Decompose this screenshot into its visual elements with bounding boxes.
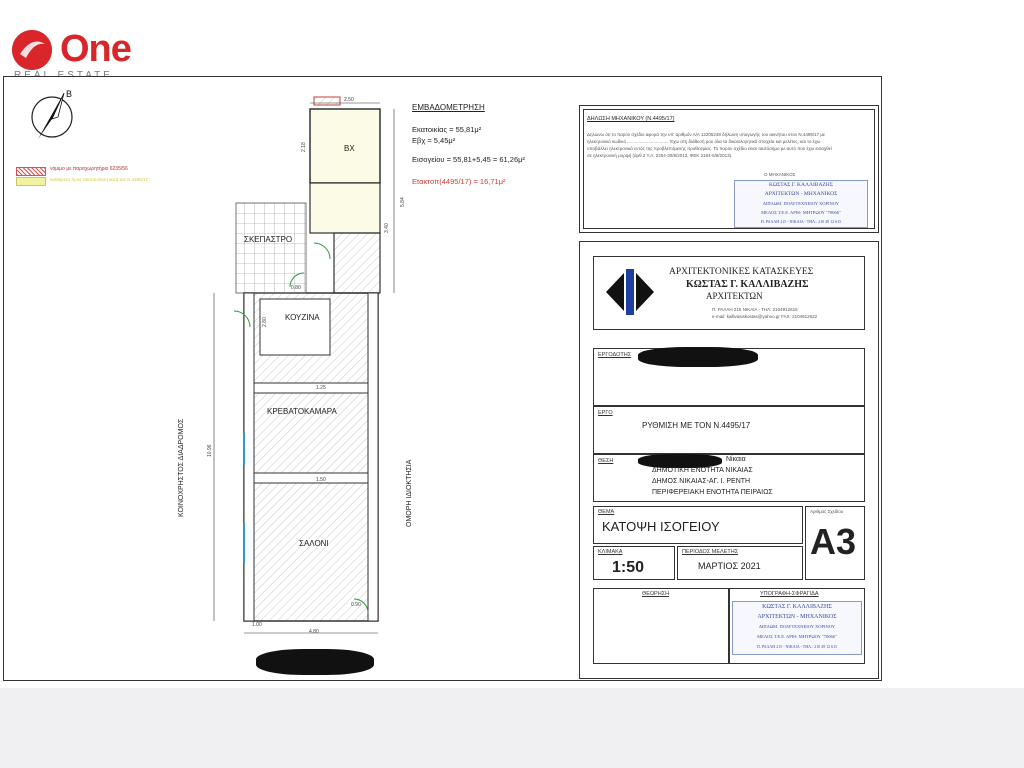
- sheet-number-label: Αριθμός Σχεδίου: [810, 509, 844, 514]
- stamp-b-line-4: ΜΕΛΟΣ Τ.Ε.Ε. ΑΡΙΘ. ΜΗΤΡΩΟΥ "70066": [757, 634, 837, 639]
- stamp-line-3: ΔΙΠΛΩΜ. ΠΟΛΥΤΕΧΝΕΙΟΥ ΧΟΡΙΝΟΥ: [762, 201, 840, 206]
- declaration-line-3: υποβάλλει ηλεκτρονικά εντός της προβλεπόμενης προθεσμίας. Το παρόν σχέδιο είναι ταυτόσημο με αυτό που έχω εισαχθεί: [587, 146, 832, 151]
- stamp-b-line-3: ΔΙΠΛΩΜ. ΠΟΛΥΤΕΧΝΕΙΟΥ ΧΟΡΙΝΟΥ: [758, 624, 836, 629]
- north-arrow-icon: [24, 87, 80, 143]
- legend-item-legal: νόμιμο με παραχωρητήριο 6235/56: [50, 166, 128, 172]
- room-label-bx: ΒΧ: [344, 144, 355, 153]
- scale-label: ΚΛΙΜΑΚΑ: [598, 549, 623, 555]
- period-label: ΠΕΡΙΟΔΟΣ ΜΕΛΕΤΗΣ: [682, 549, 739, 555]
- signature-label: ΥΠΟΓΡΑΦΗ-ΣΦΡΑΓΙΔΑ: [760, 591, 819, 597]
- firm-address: Π. ΡΑΛΛΗ 215 ΝΙΚΑΙΑ - ΤΗΛ: 2104912615: [712, 307, 798, 312]
- area-table: [412, 103, 582, 193]
- declaration-line-1: Δηλώνω ότι το παρόν σχέδιο αφορά την υπ' αριθμόν Α/Α 12205248 δήλωση υπαγωγής του ακινήτου στον Ν.4495/17 με: [587, 132, 826, 137]
- signature-field: [729, 588, 865, 664]
- dim-125: 1.25: [316, 385, 326, 391]
- viewer-background-strip: [0, 688, 1024, 768]
- stamp-b-line-2: ΑΡΧΙΤΕΚΤΩΝ - ΜΗΧΑΝΙΚΟΣ: [757, 614, 837, 620]
- approval-field: [593, 588, 729, 664]
- project-field: [593, 406, 865, 454]
- firm-logo-icon: [606, 269, 662, 315]
- project-label: ΕΡΓΟ: [598, 410, 613, 416]
- dim-584: 5.84: [400, 197, 406, 207]
- firm-person: ΚΩΣΤΑΣ Γ. ΚΑΛΛΙΒΑΖΗΣ: [686, 279, 809, 290]
- location-line-1: Νίκαια: [726, 456, 746, 463]
- dim-150: 1.50: [316, 477, 326, 483]
- area-line-4: Εtακτοπ(4495/17) = 16,71μ²: [412, 177, 506, 186]
- dim-1096: 10.96: [207, 444, 213, 457]
- subject-field: [593, 506, 803, 544]
- client-field: [593, 348, 865, 406]
- dim-090: 0.90: [351, 602, 361, 608]
- firm-email: e-mail: kallivasiskostas@yahoo.gr FAX: 2104912622: [712, 314, 818, 319]
- floor-plan: [194, 93, 434, 653]
- room-label-kitchen: ΚΟΥΖΙΝΑ: [285, 313, 320, 322]
- subject-label: ΘΕΜΑ: [598, 509, 615, 515]
- stamp-line-2: ΑΡΧΙΤΕΚΤΩΝ - ΜΗΧΑΝΙΚΟΣ: [764, 191, 838, 197]
- sheet-number: A3: [810, 521, 857, 562]
- dim-080: 0.80: [291, 285, 301, 291]
- room-label-bedroom: ΚΡΕΒΑΤΟΚΑΜΑΡΑ: [267, 407, 337, 416]
- engineer-stamp-top: [734, 180, 868, 228]
- legend-item-illegal: αυθαίρετο προς τακτοποίηση κατά τον Ν.4495/17: [50, 177, 148, 182]
- stamp-line-5: Π. ΡΑΛΛΗ 215 - ΝΙΚΑΙΑ - ΤΗΛ.: 210 49 12 615: [760, 219, 842, 224]
- location-line-4: ΠΕΡΙΦΕΡΕΙΑΚΗ ΕΝΟΤΗΤΑ ΠΕΙΡΑΙΩΣ: [652, 489, 773, 496]
- engineer-stamp-bottom: [732, 601, 862, 655]
- legend-swatch-illegal: [16, 177, 46, 186]
- room-label-skepastro: ΣΚΕΠΑΣΤΡΟ: [244, 235, 293, 244]
- location-line-3: ΔΗΜΟΣ ΝΙΚΑΙΑΣ-ΑΓ. Ι. ΡΕΝΤΗ: [652, 478, 751, 485]
- declaration-signer: Ο ΜΗΧΑΝΙΚΟΣ: [764, 172, 796, 177]
- side-label-left: ΚΟΙΝΟΧΡΗΣΤΟΣ ΔΙΑΔΡΟΜΟΣ: [178, 418, 185, 517]
- declaration-line-4: σε ηλεκτρονική μορφή (άρθ.2 Υ.Α. 2254-30/8/2013, ΦΕΚ 2184-5/9/2013).: [587, 153, 733, 158]
- scale-field: [593, 546, 675, 580]
- stamp-line-1: ΚΩΣΤΑΣ Γ. ΚΑΛΛΙΒΑΖΗΣ: [769, 182, 833, 188]
- scale-value: 1:50: [612, 559, 645, 576]
- title-block: [579, 241, 879, 679]
- svg-text:Β: Β: [66, 89, 73, 99]
- sheet-number-field: [805, 506, 865, 580]
- redacted-location: [638, 454, 722, 468]
- dim-250: 2.50: [344, 97, 354, 103]
- declaration-title: ΔΗΛΩΣΗ ΜΗΧΑΝΙΚΟΥ (Ν.4495/17): [587, 116, 675, 122]
- subject-value: ΚΑΤΟΨΗ ΙΣΟΓΕΙΟΥ: [602, 519, 720, 534]
- room-label-living: ΣΑΛΟΝΙ: [299, 539, 329, 548]
- brand-logo-text: One: [60, 28, 131, 70]
- area-line-3: Εισογείου = 55,81+5,45 = 61,26μ²: [412, 155, 525, 164]
- declaration-line-2: ηλεκτρονικό κωδικό ................................. Έχω στη διάθεσή μου όλα τα δικαιολογητικά στοιχεία και μελέτες, και το έχω: [587, 139, 821, 144]
- dim-218: 2.18: [301, 142, 307, 152]
- dim-280: 2.80: [262, 317, 268, 327]
- dim-100: 1.00: [252, 622, 262, 628]
- area-title: ΕΜΒΑΔΟΜΕΤΡΗΣΗ: [412, 103, 485, 112]
- location-line-2: ΔΗΜΟΤΙΚΗ ΕΝΟΤΗΤΑ ΝΙΚΑΙΑΣ: [652, 467, 753, 474]
- area-line-1: Εκατοικίας = 55,81μ²: [412, 125, 482, 134]
- area-line-2: Εβχ = 5,45μ²: [412, 136, 456, 145]
- declaration-inner: [583, 109, 875, 229]
- period-field: [677, 546, 803, 580]
- location-field: [593, 454, 865, 502]
- brand-logo-mark: [12, 30, 52, 70]
- approval-label: ΘΕΩΡΗΣΗ: [642, 591, 670, 597]
- location-label: ΘΕΣΗ: [598, 458, 614, 464]
- client-label: ΕΡΓΟΔΟΤΗΣ: [598, 352, 632, 358]
- redacted-plan-owner: [256, 649, 374, 675]
- legend: [16, 165, 186, 187]
- stamp-line-4: ΜΕΛΟΣ Τ.Ε.Ε. ΑΡΙΘ. ΜΗΤΡΩΟΥ "70066": [761, 210, 841, 215]
- firm-box: [593, 256, 865, 330]
- side-label-right: ΟΜΟΡΗ ΙΔΙΟΚΤΗΣΙΑ: [406, 459, 413, 527]
- redacted-client: [638, 347, 758, 367]
- firm-role: ΑΡΧΙΤΕΚΤΩΝ: [706, 291, 763, 301]
- stamp-b-line-5: Π. ΡΑΛΛΗ 215 - ΝΙΚΑΙΑ - ΤΗΛ.: 210 49 12 615: [756, 644, 838, 649]
- dim-480: 4.80: [309, 629, 319, 635]
- stamp-b-line-1: ΚΩΣΤΑΣ Γ. ΚΑΛΛΙΒΑΖΗΣ: [762, 604, 832, 610]
- legend-swatch-legal: [16, 167, 46, 176]
- project-value: ΡΥΘΜΙΣΗ ΜΕ ΤΟΝ Ν.4495/17: [642, 421, 751, 430]
- dim-340: 3.40: [384, 223, 390, 233]
- declaration-box: [579, 105, 879, 233]
- period-value: ΜΑΡΤΙΟΣ 2021: [698, 561, 761, 571]
- drawing-sheet: [3, 76, 882, 681]
- firm-name: ΑΡΧΙΤΕΚΤΟΝΙΚΕΣ ΚΑΤΑΣΚΕΥΕΣ: [669, 267, 814, 277]
